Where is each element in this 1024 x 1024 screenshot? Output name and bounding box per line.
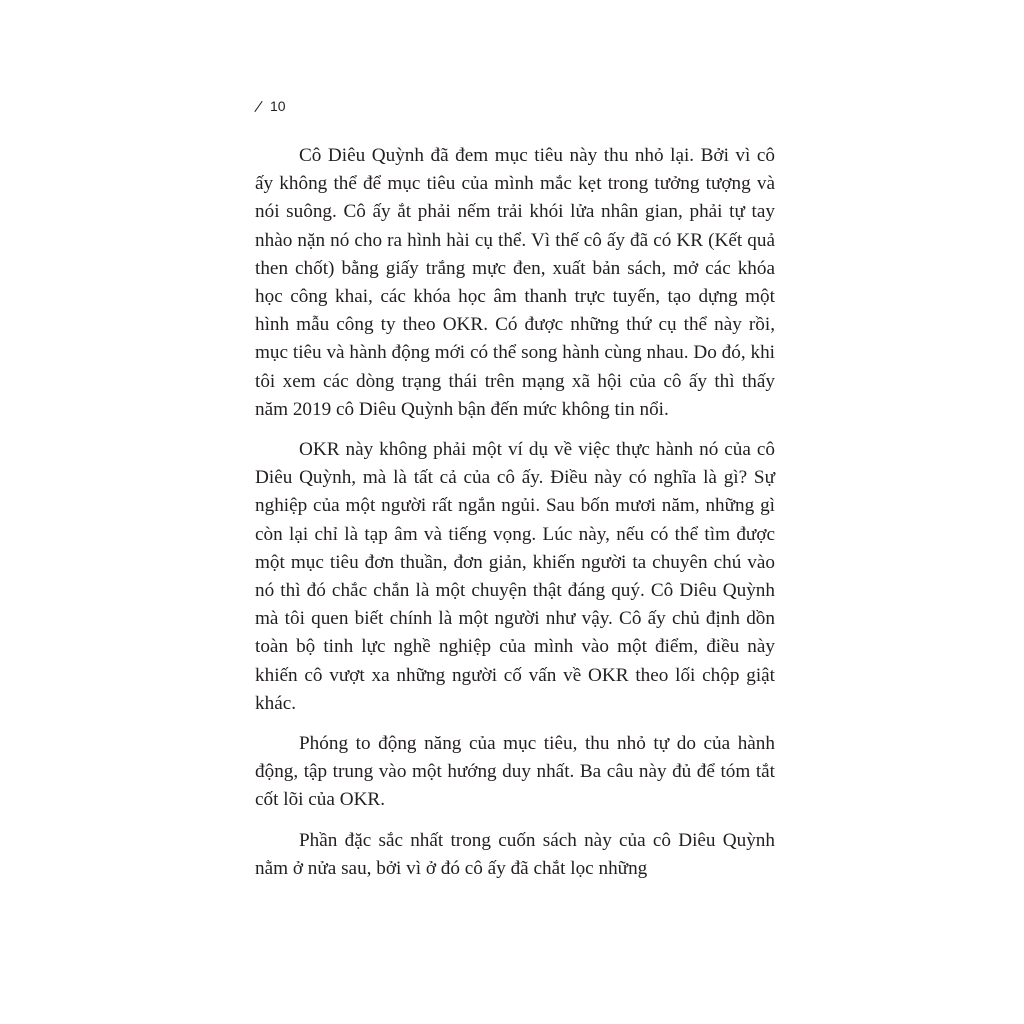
paragraph-1: Cô Diêu Quỳnh đã đem mục tiêu này thu nhỏ lại. Bởi vì cô ấy không thể để mục tiêu của mình mắc kẹt trong tưởng tượng và nói suông. Cô ấy ắt phải nếm trải khói lửa nhân gian, phải tự tay nhào nặn nó cho ra hình hài cụ thể. Vì thế cô ấy đã có KR (Kết quả then chốt) bằng giấy trắng mực đen, xuất bản sách, mở các khóa học công khai, các khóa học âm thanh trực tuyến, tạo dựng một hình mẫu công ty theo OKR. Có được những thứ cụ thể này rồi, mục tiêu và hành động mới có thể song hành cùng nhau. Do đó, khi tôi xem các dòng trạng thái trên mạng xã hội của cô ấy thì thấy năm 2019 cô Diêu Quỳnh bận đến mức không tin nổi. bbox=[255, 145, 775, 420]
body-text bbox=[255, 142, 775, 895]
paragraph-4: Phần đặc sắc nhất trong cuốn sách này của cô Diêu Quỳnh nằm ở nửa sau, bởi vì ở đó cô ấy đã chắt lọc những bbox=[255, 829, 775, 879]
page-header bbox=[254, 98, 286, 114]
paragraph-2: OKR này không phải một ví dụ về việc thực hành nó của cô Diêu Quỳnh, mà là tất cả của cô ấy. Điều này có nghĩa là gì? Sự nghiệp của một người rất ngắn ngủi. Sau bốn mươi năm, những gì còn lại chỉ là tạp âm và tiếng vọng. Lúc này, nếu có thể tìm được một mục tiêu đơn thuần, đơn giản, khiến người ta chuyên chú vào nó thì đó chắc chắn là một chuyện thật đáng quý. Cô Diêu Quỳnh mà tôi quen biết chính là một người như vậy. Cô ấy chủ định dồn toàn bộ tinh lực nghề nghiệp của mình vào một điểm, điều này khiến cô vượt xa những người cố vấn về OKR theo lối chộp giật khác. bbox=[255, 439, 775, 714]
slash-mark-icon bbox=[254, 99, 264, 113]
page-number: 10 bbox=[270, 98, 286, 114]
paragraph-3: Phóng to động năng của mục tiêu, thu nhỏ tự do của hành động, tập trung vào một hướng duy nhất. Ba câu này đủ để tóm tắt cốt lõi của OKR. bbox=[255, 733, 775, 811]
